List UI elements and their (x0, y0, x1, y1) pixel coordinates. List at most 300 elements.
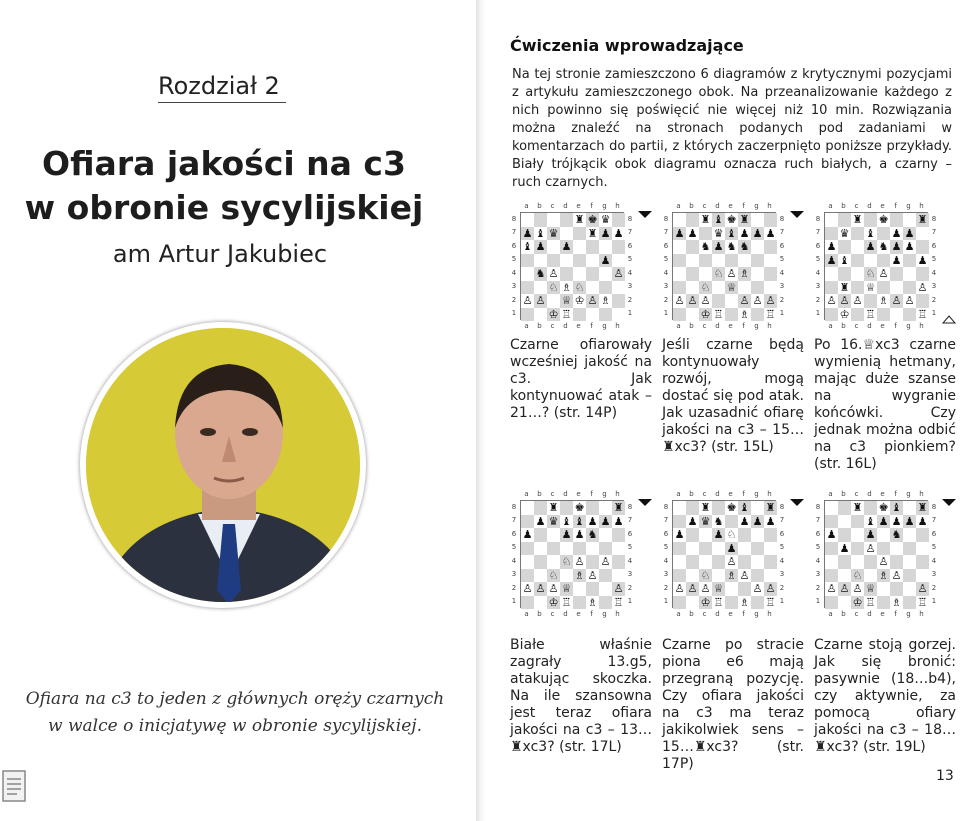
author-name: am Artur Jakubiec (112, 240, 328, 268)
board-square (521, 281, 534, 295)
file-label: b (841, 490, 846, 498)
white-pawn-icon: ♙ (726, 267, 737, 281)
white-pawn-icon: ♙ (687, 294, 698, 308)
board-square (673, 254, 686, 268)
board-square (751, 555, 764, 569)
rank-label: 1 (511, 597, 517, 606)
chapter-rule (158, 102, 286, 103)
black-rook-icon: ♜ (852, 213, 863, 227)
black-pawn-icon: ♟ (713, 240, 724, 254)
black-rook-icon: ♜ (739, 213, 750, 227)
board-square (877, 308, 890, 322)
black-rook-icon: ♜ (574, 213, 585, 227)
board-square (764, 555, 777, 569)
black-pawn-icon: ♟ (839, 541, 850, 555)
board-square (903, 267, 916, 281)
rank-label: 5 (815, 543, 821, 552)
file-label: f (742, 322, 745, 330)
board-square (877, 542, 890, 556)
board-square (586, 501, 599, 515)
white-rook-icon: ♖ (613, 595, 624, 609)
black-rook-icon: ♜ (917, 501, 928, 515)
file-label: b (841, 322, 846, 330)
file-label: a (676, 610, 681, 618)
board-square (712, 569, 725, 583)
black-queen-icon: ♛ (713, 226, 724, 240)
file-labels-top (824, 202, 928, 210)
white-pawn-icon: ♙ (891, 568, 902, 582)
file-label: b (537, 610, 542, 618)
black-pawn-icon: ♟ (826, 528, 837, 542)
board-square (764, 240, 777, 254)
board-square (851, 528, 864, 542)
board-square (751, 569, 764, 583)
board-square (751, 240, 764, 254)
white-pawn-icon: ♙ (548, 582, 559, 596)
black-bishop-icon: ♝ (891, 501, 902, 515)
file-label: c (702, 490, 707, 498)
white-queen-icon: ♕ (561, 294, 572, 308)
board-square (673, 569, 686, 583)
black-king-icon: ♚ (574, 501, 585, 515)
white-king-icon: ♔ (700, 595, 711, 609)
file-label: f (742, 490, 745, 498)
board-square (877, 596, 890, 610)
white-rook-icon: ♖ (561, 595, 572, 609)
board-square (521, 308, 534, 322)
file-labels-bottom (672, 610, 776, 618)
board-square (521, 555, 534, 569)
file-label: c (550, 490, 555, 498)
rank-label: 1 (931, 309, 937, 318)
black-rook-icon: ♜ (917, 213, 928, 227)
black-bishop-icon: ♝ (865, 226, 876, 240)
rank-label: 1 (815, 309, 821, 318)
board-square (612, 308, 625, 322)
rank-labels-right (778, 500, 786, 608)
board-square (673, 308, 686, 322)
board-square (851, 227, 864, 241)
rank-label: 4 (779, 556, 785, 565)
board-square (612, 569, 625, 583)
file-label: g (906, 610, 911, 618)
board-square (877, 281, 890, 295)
rank-label: 6 (779, 241, 785, 250)
file-label: e (880, 610, 885, 618)
white-knight-icon: ♘ (561, 555, 572, 569)
board-square (599, 267, 612, 281)
rank-label: 8 (779, 214, 785, 223)
file-label: d (715, 610, 720, 618)
rank-label: 3 (511, 570, 517, 579)
rank-labels-right (626, 500, 634, 608)
chess-diagram (510, 202, 636, 330)
file-label: c (550, 610, 555, 618)
black-bishop-icon: ♝ (574, 514, 585, 528)
white-pawn-icon: ♙ (904, 294, 915, 308)
rank-label: 7 (663, 228, 669, 237)
black-rook-icon: ♜ (852, 501, 863, 515)
rank-label: 1 (931, 597, 937, 606)
board-square (838, 515, 851, 529)
white-pawn-icon: ♙ (839, 582, 850, 596)
board-square (916, 528, 929, 542)
section-title: Ćwiczenia wprowadzające (510, 36, 744, 55)
rank-label: 4 (627, 268, 633, 277)
chapter-title-line2: w obronie sycylijskiej (24, 188, 424, 227)
rank-label: 4 (511, 268, 517, 277)
rank-label: 5 (931, 543, 937, 552)
board-square (534, 501, 547, 515)
rank-label: 5 (815, 255, 821, 264)
rank-label: 5 (627, 543, 633, 552)
white-knight-icon: ♘ (700, 280, 711, 294)
file-label: c (854, 322, 859, 330)
rank-label: 2 (931, 295, 937, 304)
rank-label: 3 (931, 282, 937, 291)
white-pawn-icon: ♙ (613, 267, 624, 281)
board-square (838, 555, 851, 569)
board-square (903, 569, 916, 583)
board-square (547, 254, 560, 268)
rank-label: 1 (663, 309, 669, 318)
black-knight-icon: ♞ (878, 240, 889, 254)
rank-label: 8 (779, 502, 785, 511)
file-label: h (615, 322, 620, 330)
board-square (599, 528, 612, 542)
rank-label: 4 (627, 556, 633, 565)
rank-label: 2 (511, 583, 517, 592)
author-portrait (80, 322, 366, 608)
rank-label: 3 (779, 570, 785, 579)
board-square (599, 542, 612, 556)
black-queen-icon: ♛ (600, 213, 611, 227)
file-label: d (715, 322, 720, 330)
white-bishop-icon: ♗ (878, 294, 889, 308)
board-square (916, 240, 929, 254)
file-label: b (689, 322, 694, 330)
board-square (686, 240, 699, 254)
black-queen-icon: ♛ (548, 514, 559, 528)
board-square (586, 281, 599, 295)
board-square (612, 240, 625, 254)
chapter-title (0, 142, 448, 230)
board-square (738, 254, 751, 268)
rank-labels-left (662, 212, 670, 320)
board-square (612, 281, 625, 295)
rank-label: 2 (627, 295, 633, 304)
black-pawn-icon: ♟ (600, 514, 611, 528)
white-knight-icon: ♘ (548, 568, 559, 582)
white-pawn-icon: ♙ (765, 582, 776, 596)
board-square (712, 501, 725, 515)
black-pawn-icon: ♟ (891, 514, 902, 528)
black-knight-icon: ♞ (891, 528, 902, 542)
board-square (521, 267, 534, 281)
board-square (764, 281, 777, 295)
board-square (673, 281, 686, 295)
file-label: g (754, 490, 759, 498)
chess-diagram (814, 202, 940, 330)
black-bishop-icon: ♝ (726, 226, 737, 240)
board-square (599, 501, 612, 515)
chess-board (672, 500, 776, 608)
board-square (560, 569, 573, 583)
board-square (586, 555, 599, 569)
board-square (890, 555, 903, 569)
quote-line1: Ofiara na c3 to jeden z głównych oręży czarnych (25, 689, 445, 709)
rank-label: 8 (931, 502, 937, 511)
black-pawn-icon: ♟ (765, 514, 776, 528)
white-pawn-icon: ♙ (852, 294, 863, 308)
rank-label: 5 (663, 543, 669, 552)
board-square (534, 281, 547, 295)
board-square (751, 528, 764, 542)
board-square (838, 569, 851, 583)
black-pawn-icon: ♟ (765, 226, 776, 240)
white-pawn-icon: ♙ (613, 582, 624, 596)
file-label: g (754, 610, 759, 618)
white-pawn-icon: ♙ (700, 294, 711, 308)
black-pawn-icon: ♟ (674, 226, 685, 240)
black-queen-icon: ♛ (839, 226, 850, 240)
file-label: b (689, 490, 694, 498)
board-square (851, 542, 864, 556)
white-knight-icon: ♘ (574, 280, 585, 294)
board-square (851, 254, 864, 268)
board-square (612, 254, 625, 268)
black-pawn-icon: ♟ (891, 240, 902, 254)
board-square (573, 582, 586, 596)
board-square (686, 596, 699, 610)
rank-label: 8 (627, 214, 633, 223)
board-square (916, 227, 929, 241)
file-label: b (841, 202, 846, 210)
rank-labels-right (626, 212, 634, 320)
file-label: g (602, 322, 607, 330)
file-label: g (906, 490, 911, 498)
black-pawn-icon: ♟ (561, 240, 572, 254)
white-to-move-triangle-icon (942, 315, 956, 324)
black-pawn-icon: ♟ (561, 528, 572, 542)
board-square (877, 254, 890, 268)
board-square (838, 596, 851, 610)
board-square (673, 501, 686, 515)
white-pawn-icon: ♙ (674, 582, 685, 596)
chess-diagram (510, 490, 636, 618)
board-square (547, 213, 560, 227)
black-pawn-icon: ♟ (826, 240, 837, 254)
board-square (825, 515, 838, 529)
rank-label: 8 (931, 214, 937, 223)
white-pawn-icon: ♙ (865, 541, 876, 555)
rank-label: 3 (815, 282, 821, 291)
white-pawn-icon: ♙ (587, 294, 598, 308)
rank-label: 4 (815, 268, 821, 277)
board-square (673, 596, 686, 610)
diagram-caption: Po 16.♕xc3 czarne wymienią hetmany, mając duże szanse na wygranie końcówki. Czy jednak można odbić na c3 pionkiem? (str. 16L) (814, 337, 956, 472)
board-square (573, 254, 586, 268)
diagram-caption: Czarne ofiarowały wcześniej jakość na c3. Jak kontynuować atak – 21…? (str. 14P) (510, 337, 652, 421)
rank-label: 3 (663, 570, 669, 579)
board-square (916, 569, 929, 583)
file-label: e (880, 490, 885, 498)
white-pawn-icon: ♙ (839, 294, 850, 308)
rank-label: 8 (627, 502, 633, 511)
rank-label: 3 (663, 282, 669, 291)
black-pawn-icon: ♟ (917, 514, 928, 528)
black-queen-icon: ♛ (700, 514, 711, 528)
board-square (547, 240, 560, 254)
rank-label: 4 (931, 268, 937, 277)
rank-label: 6 (663, 241, 669, 250)
white-queen-icon: ♕ (865, 582, 876, 596)
board-square (738, 555, 751, 569)
board-square (751, 267, 764, 281)
board-square (521, 542, 534, 556)
white-pawn-icon: ♙ (587, 568, 598, 582)
black-rook-icon: ♜ (839, 280, 850, 294)
file-label: c (702, 202, 707, 210)
board-square (686, 569, 699, 583)
board-square (560, 227, 573, 241)
rank-label: 7 (779, 516, 785, 525)
rank-label: 6 (931, 241, 937, 250)
black-knight-icon: ♞ (739, 240, 750, 254)
file-labels-bottom (520, 322, 624, 330)
file-label: b (537, 202, 542, 210)
white-pawn-icon: ♙ (548, 267, 559, 281)
file-label: e (728, 610, 733, 618)
board-square (825, 227, 838, 241)
rank-label: 7 (663, 516, 669, 525)
rank-label: 5 (779, 255, 785, 264)
file-label: a (524, 610, 529, 618)
black-pawn-icon: ♟ (904, 226, 915, 240)
file-label: a (676, 202, 681, 210)
white-queen-icon: ♕ (713, 582, 724, 596)
page-number: 13 (936, 768, 954, 784)
board-square (877, 227, 890, 241)
file-label: f (894, 610, 897, 618)
board-square (903, 582, 916, 596)
board-square (521, 515, 534, 529)
rank-label: 6 (511, 529, 517, 538)
board-square (699, 528, 712, 542)
file-label: e (576, 202, 581, 210)
black-rook-icon: ♜ (700, 501, 711, 515)
chapter-title-line1: Ofiara jakości na c3 (42, 144, 406, 183)
rank-label: 3 (931, 570, 937, 579)
quote-line2: w walce o inicjatywę w obronie sycylijskiej. (48, 716, 422, 736)
black-pawn-icon: ♟ (917, 253, 928, 267)
board-square (547, 294, 560, 308)
file-label: e (576, 490, 581, 498)
file-label: b (537, 490, 542, 498)
file-label: d (563, 610, 568, 618)
white-rook-icon: ♖ (917, 595, 928, 609)
black-to-move-triangle-icon (790, 211, 804, 218)
file-labels-bottom (824, 610, 928, 618)
white-bishop-icon: ♗ (574, 568, 585, 582)
black-rook-icon: ♜ (613, 501, 624, 515)
board-square (851, 515, 864, 529)
file-label: g (602, 610, 607, 618)
rank-labels-left (510, 212, 518, 320)
white-pawn-icon: ♙ (878, 267, 889, 281)
white-king-icon: ♔ (839, 307, 850, 321)
board-square (560, 542, 573, 556)
board-square (877, 528, 890, 542)
board-square (573, 240, 586, 254)
file-labels-bottom (824, 322, 928, 330)
file-label: f (590, 322, 593, 330)
board-square (521, 213, 534, 227)
black-bishop-icon: ♝ (839, 253, 850, 267)
file-label: h (767, 490, 772, 498)
file-label: a (524, 202, 529, 210)
file-label: h (919, 202, 924, 210)
board-square (890, 213, 903, 227)
board-square (534, 596, 547, 610)
board-square (725, 515, 738, 529)
rank-label: 8 (511, 502, 517, 511)
white-knight-icon: ♘ (726, 528, 737, 542)
file-label: d (715, 202, 720, 210)
white-knight-icon: ♘ (548, 280, 559, 294)
black-pawn-icon: ♟ (891, 253, 902, 267)
board-square (521, 596, 534, 610)
white-pawn-icon: ♙ (878, 555, 889, 569)
file-label: d (563, 490, 568, 498)
black-king-icon: ♚ (726, 501, 737, 515)
board-square (534, 308, 547, 322)
rank-label: 2 (627, 583, 633, 592)
board-square (903, 281, 916, 295)
board-square (586, 267, 599, 281)
white-rook-icon: ♖ (765, 595, 776, 609)
rank-label: 5 (779, 543, 785, 552)
board-square (751, 254, 764, 268)
board-square (686, 501, 699, 515)
white-bishop-icon: ♗ (600, 294, 611, 308)
board-square (686, 267, 699, 281)
white-pawn-icon: ♙ (674, 294, 685, 308)
black-pawn-icon: ♟ (865, 240, 876, 254)
board-square (851, 240, 864, 254)
board-square (599, 596, 612, 610)
rank-label: 4 (663, 556, 669, 565)
file-label: h (615, 202, 620, 210)
document-icon[interactable] (2, 770, 26, 802)
file-labels-top (672, 490, 776, 498)
black-king-icon: ♚ (587, 213, 598, 227)
white-pawn-icon: ♙ (891, 294, 902, 308)
black-pawn-icon: ♟ (613, 514, 624, 528)
file-label: c (550, 202, 555, 210)
board-square (725, 294, 738, 308)
rank-label: 2 (815, 295, 821, 304)
rank-label: 3 (815, 570, 821, 579)
file-label: a (828, 610, 833, 618)
file-label: d (563, 202, 568, 210)
file-label: h (615, 610, 620, 618)
file-label: f (590, 202, 593, 210)
white-bishop-icon: ♗ (561, 280, 572, 294)
black-pawn-icon: ♟ (600, 253, 611, 267)
white-bishop-icon: ♗ (878, 568, 889, 582)
white-pawn-icon: ♙ (917, 582, 928, 596)
